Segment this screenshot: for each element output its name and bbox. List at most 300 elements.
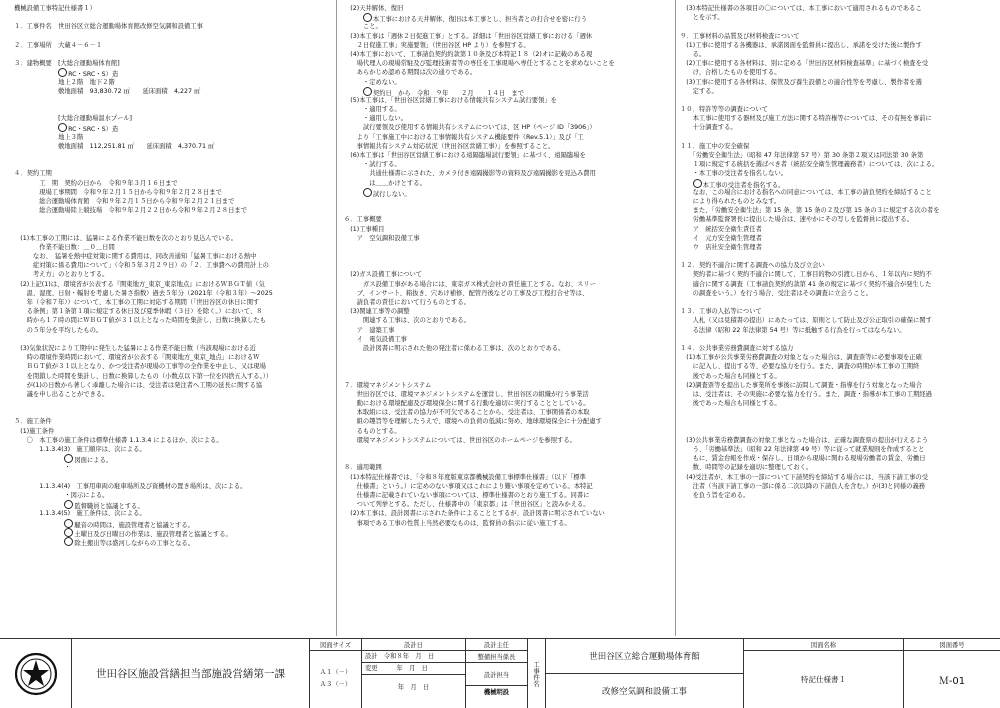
spec-line	[344, 96, 672, 105]
spec-text: (1)本工事の工期には、猛暑による作業不能日数を次のとおり見込んでいる。	[14, 234, 238, 242]
spec-line	[14, 289, 334, 298]
spec-text: は、受注者は、その実施に必要な協力を行う。また、調査・指導が本工事の工期経過	[680, 390, 932, 398]
spec-text: (3)気象状況により工期中に発生した猛暑による作業不能日数（当該現場における近	[14, 344, 256, 352]
spec-text: (3)公共事業労務費調査の対象工事となった場合は、正確な調査票の提出が行えるよう	[680, 436, 929, 444]
spec-line	[344, 509, 672, 518]
spec-line	[344, 50, 672, 59]
spec-line	[344, 519, 672, 528]
spec-line	[680, 427, 992, 436]
spec-text: ア 建築工事	[344, 326, 395, 334]
spec-text: (1)本特記仕様書では、「令和８年度版東京都機械設備工事標準仕様書」（以下「標準	[344, 473, 586, 481]
spec-text: 本工事の受注者を指名する。	[702, 181, 785, 189]
selected-circle-icon	[64, 454, 73, 463]
spec-line	[14, 528, 334, 537]
spec-text: 適合に関する調査（工事請負契約約款第 41 条の規定に基づく契約不適合が発生した	[680, 280, 932, 288]
spec-line	[344, 482, 672, 491]
spec-text: 地上２階 地下２階	[14, 78, 115, 86]
spec-line	[680, 59, 992, 68]
spec-line	[680, 243, 992, 252]
spec-line	[680, 307, 992, 316]
spec-line	[14, 261, 334, 270]
spec-line	[14, 436, 334, 445]
column-divider	[336, 0, 337, 636]
spec-line	[680, 289, 992, 298]
spec-line	[14, 353, 334, 362]
spec-line	[14, 500, 334, 509]
spec-line	[680, 344, 992, 353]
drawing-name-block	[744, 639, 904, 708]
spec-text: 人札（又は見積書の提出）にあたっては、原則として防止及び公正取引の確保に関す	[680, 317, 932, 325]
spec-text: ・適用する。	[344, 106, 401, 114]
spec-line	[14, 482, 334, 491]
spec-text: ５．施工条件	[14, 418, 52, 426]
spec-text: ガス設備工事がある場合には、東京ガス株式会社の責任施工とする。なお、スリー	[344, 280, 596, 288]
spec-text: こと。	[344, 23, 382, 31]
spec-line	[680, 133, 992, 142]
drawing-no-block	[904, 639, 1000, 708]
spec-line	[14, 78, 334, 87]
spec-line	[14, 408, 334, 417]
spec-text: (1)本工事が公共事業労務費調査の対象となった場合は、調査票等に必要事項を正確	[680, 354, 922, 362]
spec-text: 時の環境作業時間において、環境省が公表する「関東地方_東京_地点」におけるＷ	[14, 354, 260, 362]
spec-text: (4)本工事において、工事請負契約約款第１０条及び本特記１８（2)オに記載のある現	[344, 50, 593, 58]
selected-circle-icon	[363, 13, 372, 22]
spec-text: 温、湿度、日射・輻射を考慮した暑さ指数）過去５年分（2021年（令和３年）～2025	[14, 289, 273, 297]
title-block	[0, 638, 1000, 708]
spec-text: 本取組には、受注者の協力が不可欠であることから、受注者は、工事関係者の本取	[344, 409, 590, 417]
spec-line	[680, 160, 992, 169]
spec-text: １０．特許等等の調査について	[680, 106, 769, 114]
spec-text: が(1)の日数から著しく乖離した場合には、受注者は発注者へ工期の延長に関する協	[14, 381, 263, 389]
spec-line	[680, 13, 992, 22]
spec-text: 本工事における天井解体、復旧は本工事とし、担当者との打合せを密に行う	[372, 16, 587, 24]
spec-text: (3)本特記仕様書の各項目の〇については、本工事において適用されるものであるこ	[680, 5, 922, 12]
change-date: 変更 年 月 日	[362, 663, 465, 675]
spec-text: 1.1.3.4(3) 施工順序は、次による。	[14, 446, 146, 453]
spec-text: 機械設備工事特記仕様書１）	[14, 5, 96, 12]
spec-text: 組の趣旨等を理解したうえで、環境への負荷の低減に努め、地球環境保全に十分配慮す	[344, 418, 602, 426]
spec-text: より「工事施工中における工事情報共有システム機能要件（Rev.5.1）」及び「工	[344, 133, 584, 141]
spec-text: (2)天井解体、復旧	[344, 5, 404, 12]
spec-line	[14, 326, 334, 335]
spec-text: 本工事に使用する器材及び施工方法に関する特許権等については、その有無を事前に	[680, 115, 932, 123]
spec-text: 敷地面積 112,251.81 ㎡ 延床面積 4,370.71 ㎡	[14, 142, 215, 150]
selected-circle-icon	[64, 528, 73, 537]
spec-line	[344, 390, 672, 399]
spec-line	[680, 4, 992, 13]
ward-emblem	[0, 639, 72, 708]
spec-line	[14, 509, 334, 518]
spec-text: 世田谷区では、環境マネジメントシステムを運営し、世田谷区の組織が行う事業活	[344, 390, 589, 398]
spec-text: 議を申し出ることができる。	[14, 390, 109, 398]
spec-line	[14, 13, 334, 22]
spec-line	[344, 298, 672, 307]
spec-text: る。	[680, 50, 706, 58]
spec-text: ８．適用範囲	[344, 464, 382, 472]
sheet-size-a1: Ａ１（－）	[319, 668, 352, 676]
spec-line	[14, 280, 334, 289]
spec-text: １３．工事の人払等について	[680, 308, 762, 316]
spec-text: なお、 猛暑を熱中症対策に関する費用は、同改善通知「猛暑工事における熱中	[14, 253, 257, 261]
spec-text: (3)工事に使用する各材料は、保管及び養生設備との適合性等を考慮し、製作者を選	[680, 78, 922, 86]
spec-line	[14, 59, 334, 68]
spec-line	[344, 114, 672, 123]
spec-line	[14, 133, 334, 142]
spec-line	[14, 87, 334, 96]
spec-line	[14, 22, 334, 31]
spec-column-right	[680, 4, 992, 638]
spec-line	[14, 41, 334, 50]
spec-text: ・本工事の受注者を指名しない。	[680, 170, 788, 178]
spec-line	[680, 142, 992, 151]
spec-text: 作業不能日数：＿０＿日間	[14, 243, 115, 251]
spec-line	[14, 307, 334, 316]
spec-line	[344, 252, 672, 261]
spec-line	[680, 123, 992, 132]
spec-text: ・図示による。	[14, 491, 109, 499]
spec-line	[14, 362, 334, 371]
spec-line	[680, 270, 992, 279]
spec-text: は＿＿かけとする。	[344, 179, 426, 187]
spec-line	[680, 463, 992, 472]
project-name: 世田谷区立総合運動場体育館	[546, 639, 743, 674]
spec-line	[14, 537, 334, 546]
sheet-size-block	[310, 639, 362, 708]
spec-line	[14, 151, 334, 160]
spec-line	[14, 105, 334, 114]
spec-text: ４．契約工期	[14, 170, 52, 178]
spec-text: 地上３階	[14, 133, 84, 141]
spec-line	[14, 32, 334, 41]
maker-label: 設計担当	[466, 663, 527, 686]
spec-line	[14, 252, 334, 261]
spec-line	[680, 78, 992, 87]
spec-text: の調査をいう。）を行う場合、受注者はその調査に立会うこと。	[680, 289, 873, 297]
spec-line	[680, 454, 992, 463]
spec-line	[14, 215, 334, 224]
spec-line	[344, 105, 672, 114]
design-date: 設計 令和８年 月 日	[362, 651, 465, 663]
spec-text: なお、この場合における指名への同意については、本工事の請負契約を締結すること	[680, 188, 932, 196]
spec-text: ＢＧＴ値が３１以上となり、かつ受注者が現場の工事等の全作業を中止し、又は現場	[14, 363, 266, 371]
sheet-size-label: 図面サイズ	[310, 639, 361, 651]
spec-line	[14, 243, 334, 252]
spec-text: (1)工事に使用する各機器は、承諾図面を監督員に提出し、承諾を受けた後に製作す	[680, 41, 922, 49]
spec-text: 工 期 契約の日から 令和９年３月１６日まで	[14, 179, 178, 187]
spec-text: (3)関連工事等の調整	[344, 308, 410, 316]
spec-line	[14, 114, 334, 123]
spec-line	[680, 169, 992, 178]
spec-line	[680, 114, 992, 123]
spec-column-middle	[344, 4, 672, 638]
spec-line	[344, 344, 672, 353]
spec-text: 〇 本工事の施工条件は標準仕様書 1.1.3.4 によるほか、次による。	[14, 436, 223, 444]
spec-text: 労働基準監督署長に提出した場合は、速やかにその写しを監督員に提出する。	[680, 216, 913, 224]
spec-text: ６．工事概要	[344, 216, 382, 224]
spec-line	[344, 463, 672, 472]
spec-line	[344, 151, 672, 160]
spec-line	[680, 68, 992, 77]
spec-text: 敷地面積 93,830.72 ㎡ 延床面積 4,227 ㎡	[14, 87, 201, 95]
spec-line	[344, 215, 672, 224]
staff-label: 整備担当係長	[466, 651, 527, 663]
spec-line	[680, 188, 992, 197]
spec-text: RC・SRC・S）造	[68, 71, 119, 79]
spec-line	[14, 50, 334, 59]
spec-line	[14, 197, 334, 206]
spec-text: 総合運動場陸上競技場 令和９年２月２２日から令和９年２月２８日まで	[14, 207, 247, 215]
spec-line	[680, 179, 992, 188]
spec-text: イ 元方安全衛生管理者	[680, 234, 762, 242]
spec-line	[680, 50, 992, 59]
spec-line	[344, 160, 672, 169]
spec-line	[680, 326, 992, 335]
spec-text: 後であった場合も同様とする。	[680, 400, 781, 408]
spec-text: RC・SRC・S）造	[68, 126, 119, 134]
staff-block	[466, 639, 528, 708]
spec-text: ブ、インサート、箱抜き、穴あけ補修、配管丹後などの工事及び工程打合せ等は、	[344, 289, 589, 297]
spec-line	[14, 417, 334, 426]
spec-text: ・定めない。	[344, 78, 401, 86]
spec-line	[14, 298, 334, 307]
spec-text: 契約日 から 令和 ９年 ２月 １４日 まで	[372, 89, 525, 97]
selected-circle-icon	[363, 87, 372, 96]
spec-line	[680, 362, 992, 371]
spec-text: る法律（昭和 22 年法律第 54 号）等に抵触する行為を行ってはならない。	[680, 326, 906, 334]
column-divider	[675, 0, 676, 636]
spec-line	[344, 436, 672, 445]
spec-line	[680, 261, 992, 270]
spec-line	[344, 280, 672, 289]
spec-text: 時から１７時の間にＷＢＧＴ値が３１以上となった時間を集計し、日数に換算したも	[14, 317, 266, 325]
selected-circle-icon	[693, 179, 702, 188]
spec-line	[344, 68, 672, 77]
spec-text: 定する。	[680, 87, 718, 95]
spec-line	[344, 326, 672, 335]
spec-text: 事項である工事の性質上当然必要なものは、監督員の指示に従い施工する。	[344, 519, 571, 527]
spec-line	[344, 353, 672, 362]
spec-text: 「労働安全衛生法」（昭和 47 年法律第 57 号）第 30 条第２項又は同法第 30 条第	[680, 152, 924, 159]
spec-text: ア 統括安全衛生責任者	[680, 225, 762, 233]
spec-line	[680, 390, 992, 399]
spec-line	[14, 270, 334, 279]
spec-text: 数、時間等の記録を適切に整理しておく。	[680, 464, 813, 472]
spec-line	[344, 417, 672, 426]
spec-text: 動における環境配慮及び環境保全に関する行動を適切に実行することとしている。	[344, 400, 590, 408]
spec-text: １１．施工中の安全確保	[680, 142, 750, 150]
spec-line	[680, 96, 992, 105]
spec-line	[680, 335, 992, 344]
spec-line	[344, 78, 672, 87]
selected-circle-icon	[64, 519, 73, 528]
spec-line	[14, 372, 334, 381]
spec-line	[680, 215, 992, 224]
spec-text: (4)受注者が、本工事の一部について下請契約を締結する場合には、当該下請工事の受	[680, 473, 929, 481]
spec-line	[680, 197, 992, 206]
spec-text: (3)本工事は「週休２日促進工事」とする。詳細は「世田谷区営繕工事における「週休	[344, 32, 593, 40]
spec-line	[344, 500, 672, 509]
drawing-no-label: 図面番号	[904, 639, 1000, 651]
spec-text: １２．契約不適合に関する調査への協力及び立会い	[680, 262, 825, 270]
spec-line	[344, 399, 672, 408]
spec-text: 監督職員と協議とする。	[74, 503, 144, 511]
spec-text: け、合格したものを使用する。	[680, 69, 781, 77]
spec-line	[344, 307, 672, 316]
spec-text: 1.1.3.4(5) 施工条件は、次による。	[14, 510, 146, 518]
spec-text: 後であった場合も同様とする。	[680, 372, 781, 380]
spec-line	[14, 381, 334, 390]
spec-line	[680, 41, 992, 50]
spec-line	[680, 298, 992, 307]
spec-text: 試行しない。	[372, 190, 411, 198]
spec-line	[344, 372, 672, 381]
spec-line	[344, 4, 672, 13]
spec-line	[680, 473, 992, 482]
spec-text: 症対策に係る費用について」（令和５年３月２９日）の「２．工事費への費用計上の	[14, 262, 269, 270]
spec-line	[344, 22, 672, 31]
spec-line	[344, 270, 672, 279]
spec-line	[680, 225, 992, 234]
spec-text: 1.1.3.4(4) 工事用車両の駐車場所及び資機材の置き場所は、次による。	[14, 482, 247, 490]
spec-text: (6)本工事は「世田谷区営繕工事における遠隔臨場試行要領」に基づく、遠隔臨場を	[344, 152, 586, 159]
spec-line	[680, 399, 992, 408]
spec-line	[680, 408, 992, 417]
spec-text: の５年分を平均したもの。	[14, 326, 102, 334]
spec-text: (5)本工事は、「世田谷区営繕工事における情報共有システム試行要領」を	[344, 96, 557, 104]
date-row: 年 月 日	[397, 683, 430, 691]
spec-line	[14, 179, 334, 188]
spec-line	[14, 4, 334, 13]
spec-text: 図面による。	[74, 457, 113, 465]
spec-line	[14, 473, 334, 482]
spec-text: ３．建物概要 [大総合運動場体育館]	[14, 60, 120, 68]
spec-text: 注者（当該下請工事の一部に係る二次以降の下請負人を含む。）が(3)と同様の義務	[680, 482, 926, 490]
spec-line	[14, 123, 334, 132]
spec-text: もに、賃金台帳を作成・保存し、日頃から現場に関わる現場労働者の賃金、労働日	[680, 455, 926, 463]
spec-text: ア 空気調和設備工事	[344, 234, 420, 242]
spec-text: 年（令和７年））について、本工事の工期に対応する期間（「世田谷区の休日に関す	[14, 299, 260, 306]
spec-line	[14, 68, 334, 77]
spec-text: る条例」第１条第１項に規定する休日及び夏季休暇（３日）を除く。）において、８	[14, 308, 263, 316]
spec-line	[680, 436, 992, 445]
spec-line	[344, 335, 672, 344]
spec-text: 土曜日及び日曜日の作業は、施設管理者と協議とする。	[74, 530, 232, 538]
spec-text: ７．環境マネジメントシステム	[344, 381, 432, 389]
spec-line	[14, 316, 334, 325]
spec-line	[344, 491, 672, 500]
spec-line	[14, 335, 334, 344]
spec-text: るものとする。	[344, 427, 401, 435]
spec-line	[344, 445, 672, 454]
project-work: 改修空気調和設備工事	[601, 687, 687, 697]
spec-line	[344, 179, 672, 188]
spec-line	[680, 32, 992, 41]
spec-text: (1)工事種目	[344, 225, 385, 233]
drawing-name-label: 図面名称	[744, 639, 903, 651]
spec-line	[344, 87, 672, 96]
spec-line	[680, 280, 992, 289]
spec-text: 設計図書に明示された他の発注者に係わる工事は、次のとおりである。	[344, 344, 565, 352]
spec-line	[680, 417, 992, 426]
spec-line	[680, 316, 992, 325]
spec-text: １項に規定する統括を選ばべき者（統括安全衛生管理義務者）については、次による。	[680, 161, 939, 169]
drawing-no: Ｍ-01	[938, 676, 966, 687]
spec-text: [大総合運動場温水プール]	[14, 115, 132, 123]
spec-text: (2)工事に使用する各材料は、別に定める「世田谷区材料検査基準」に基づく検査を受	[680, 60, 929, 68]
spec-text: １４．公共事業労務費調査に対する協力	[680, 344, 794, 352]
spec-line	[14, 344, 334, 353]
spec-text: ・試行する。	[344, 161, 401, 169]
spec-line	[680, 234, 992, 243]
spec-line	[680, 151, 992, 160]
org-name: 世田谷区施設営繕担当部施設営繕第一課	[72, 639, 310, 708]
spec-line	[344, 142, 672, 151]
spec-text: 除土搬出等は盛河しながらの工事となる。	[74, 539, 195, 547]
spec-line	[344, 234, 672, 243]
spec-text: 騒音の時間は、施設管理者と協議とする。	[74, 521, 195, 529]
spec-line	[344, 133, 672, 142]
spec-line	[344, 197, 672, 206]
spec-line	[344, 32, 672, 41]
spec-text: 事情報共有システム対応状況（世田谷区営繕工事）」を参照すること。	[344, 142, 555, 150]
spec-text: 仕様書に記載されていない事項については、標準仕様書のとおり施工する。同書に	[344, 491, 590, 499]
spec-text: あらかじめ認める期間は次の通りである。	[344, 69, 477, 77]
spec-text: 考え方」のとおりとする。	[14, 271, 109, 279]
spec-line	[14, 454, 334, 463]
spec-line	[680, 491, 992, 500]
spec-line	[14, 445, 334, 454]
spec-text: とを示す。	[680, 14, 724, 22]
spec-text: (1)施工条件	[14, 427, 55, 435]
selected-circle-icon	[58, 68, 67, 77]
spec-text: ２日促進工事」実施要領」（世田谷区 HP より）を参照する。	[344, 41, 530, 49]
designer-head: 設計主任	[466, 639, 527, 651]
spec-text: １．工事件名 世田谷区立総合運動場体育館改修空気調和設備工事	[14, 23, 203, 31]
spec-text: ・	[14, 464, 71, 472]
spec-line	[344, 243, 672, 252]
spec-text: (2)本工事は、設計図書に示された条件によることとするが、設計図書に明示されていない	[344, 510, 605, 518]
spec-line	[680, 105, 992, 114]
spec-text: 試行要領及び使用する情報共有システムについては、区 HP（ページ ID「3906」）	[344, 124, 596, 132]
spec-text: を閉鎖した時間を集計し、日数に換算したもの（小数点以下第一位を四捨五入する。））	[14, 372, 273, 380]
spec-text: ２．工事場所 大蔵４－６－１	[14, 41, 103, 49]
spec-text: ９．工事材料の品質及び材料検査について	[680, 32, 800, 40]
spec-line	[344, 261, 672, 270]
spec-text: ウ 店社安全衛生管理者	[680, 243, 762, 251]
selected-circle-icon	[64, 537, 73, 546]
selected-circle-icon	[58, 123, 67, 132]
spec-line	[14, 463, 334, 472]
spec-text: イ 電気設備工事	[344, 335, 407, 343]
spec-text: を負う旨を定める。	[680, 491, 750, 499]
spec-line	[14, 399, 334, 408]
spec-line	[344, 316, 672, 325]
spec-line	[14, 188, 334, 197]
spec-line	[344, 381, 672, 390]
spec-line	[680, 252, 992, 261]
spec-line	[344, 225, 672, 234]
spec-line	[344, 362, 672, 371]
spec-line	[14, 169, 334, 178]
spec-line	[14, 427, 334, 436]
spec-line	[344, 408, 672, 417]
spec-column-left	[14, 4, 334, 638]
spec-line	[344, 289, 672, 298]
spec-line	[344, 123, 672, 132]
spec-line	[680, 353, 992, 362]
emblem-icon	[13, 651, 59, 697]
spec-text: 場代理人の現場常駐及び監理技術者等の専任を工事現場へ専任とすることを求めないことを	[344, 60, 615, 68]
